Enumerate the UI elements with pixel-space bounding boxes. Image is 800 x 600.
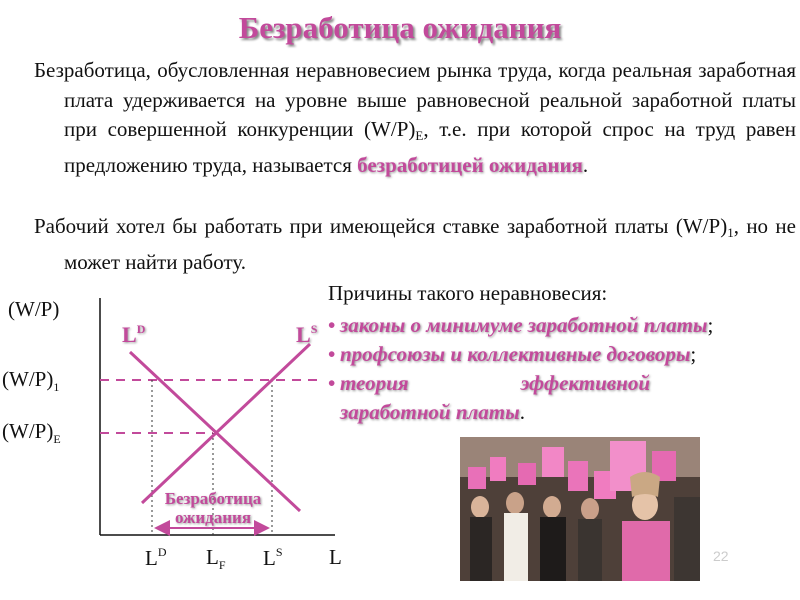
- cause-suffix: ;: [707, 313, 714, 337]
- cause-suffix: .: [519, 400, 525, 424]
- protest-photo: [460, 437, 700, 581]
- x-tick-lf: $L_F$: [206, 545, 226, 572]
- cause-text: профсоюзы и коллективные договоры: [340, 342, 691, 366]
- bullet-icon: •: [328, 313, 336, 337]
- bullet-icon: •: [328, 371, 336, 395]
- cause-text: законы о минимуме заработной платы: [340, 313, 708, 337]
- supply-curve: [142, 344, 310, 503]
- worker-subscript: 1: [727, 225, 734, 240]
- bullet-icon: •: [328, 342, 336, 366]
- definition-text-end: .: [582, 152, 589, 177]
- cause-text: теория эффективной заработной платы: [340, 371, 650, 424]
- worker-text-end: , но не может найти работу.: [64, 214, 796, 274]
- cause-suffix: ;: [690, 342, 697, 366]
- term-highlight: безработицей ожидания: [357, 152, 583, 177]
- x-axis-label: L: [329, 545, 342, 569]
- slide-number: 22: [713, 548, 729, 564]
- y-tick-wage-e: $(W/P)_E$: [2, 419, 61, 446]
- y-tick-wage-1: $(W/P)_1$: [2, 367, 60, 394]
- definition-text-middle: , т.е. при которой спрос на труд равен предложению труда, называется: [64, 117, 796, 177]
- x-tick-ld: $L^D$: [145, 545, 167, 570]
- slide-title: Безработица ожидания: [238, 10, 562, 45]
- y-axis-label: (W/P): [8, 297, 60, 321]
- worker-text-start: Рабочий хотел бы работать при имеющейся ставке заработной платы (W/P): [34, 214, 728, 238]
- x-tick-ls: $L^S$: [263, 545, 283, 570]
- demand-curve-label: $L^D$: [122, 322, 146, 347]
- causes-heading: Причины такого неравновесия:: [328, 281, 608, 305]
- definition-subscript: E: [415, 128, 424, 143]
- unemployment-label: Безработица ожидания: [164, 489, 262, 527]
- definition-text-start: Безработица, обусловленная неравновесием рынка труда, когда реальная заработная плата удерживается на уровне выше равновесной реальной заработной платы при совершенной конкуренции (W/P): [34, 58, 796, 141]
- supply-curve-label: $L^S$: [296, 322, 318, 347]
